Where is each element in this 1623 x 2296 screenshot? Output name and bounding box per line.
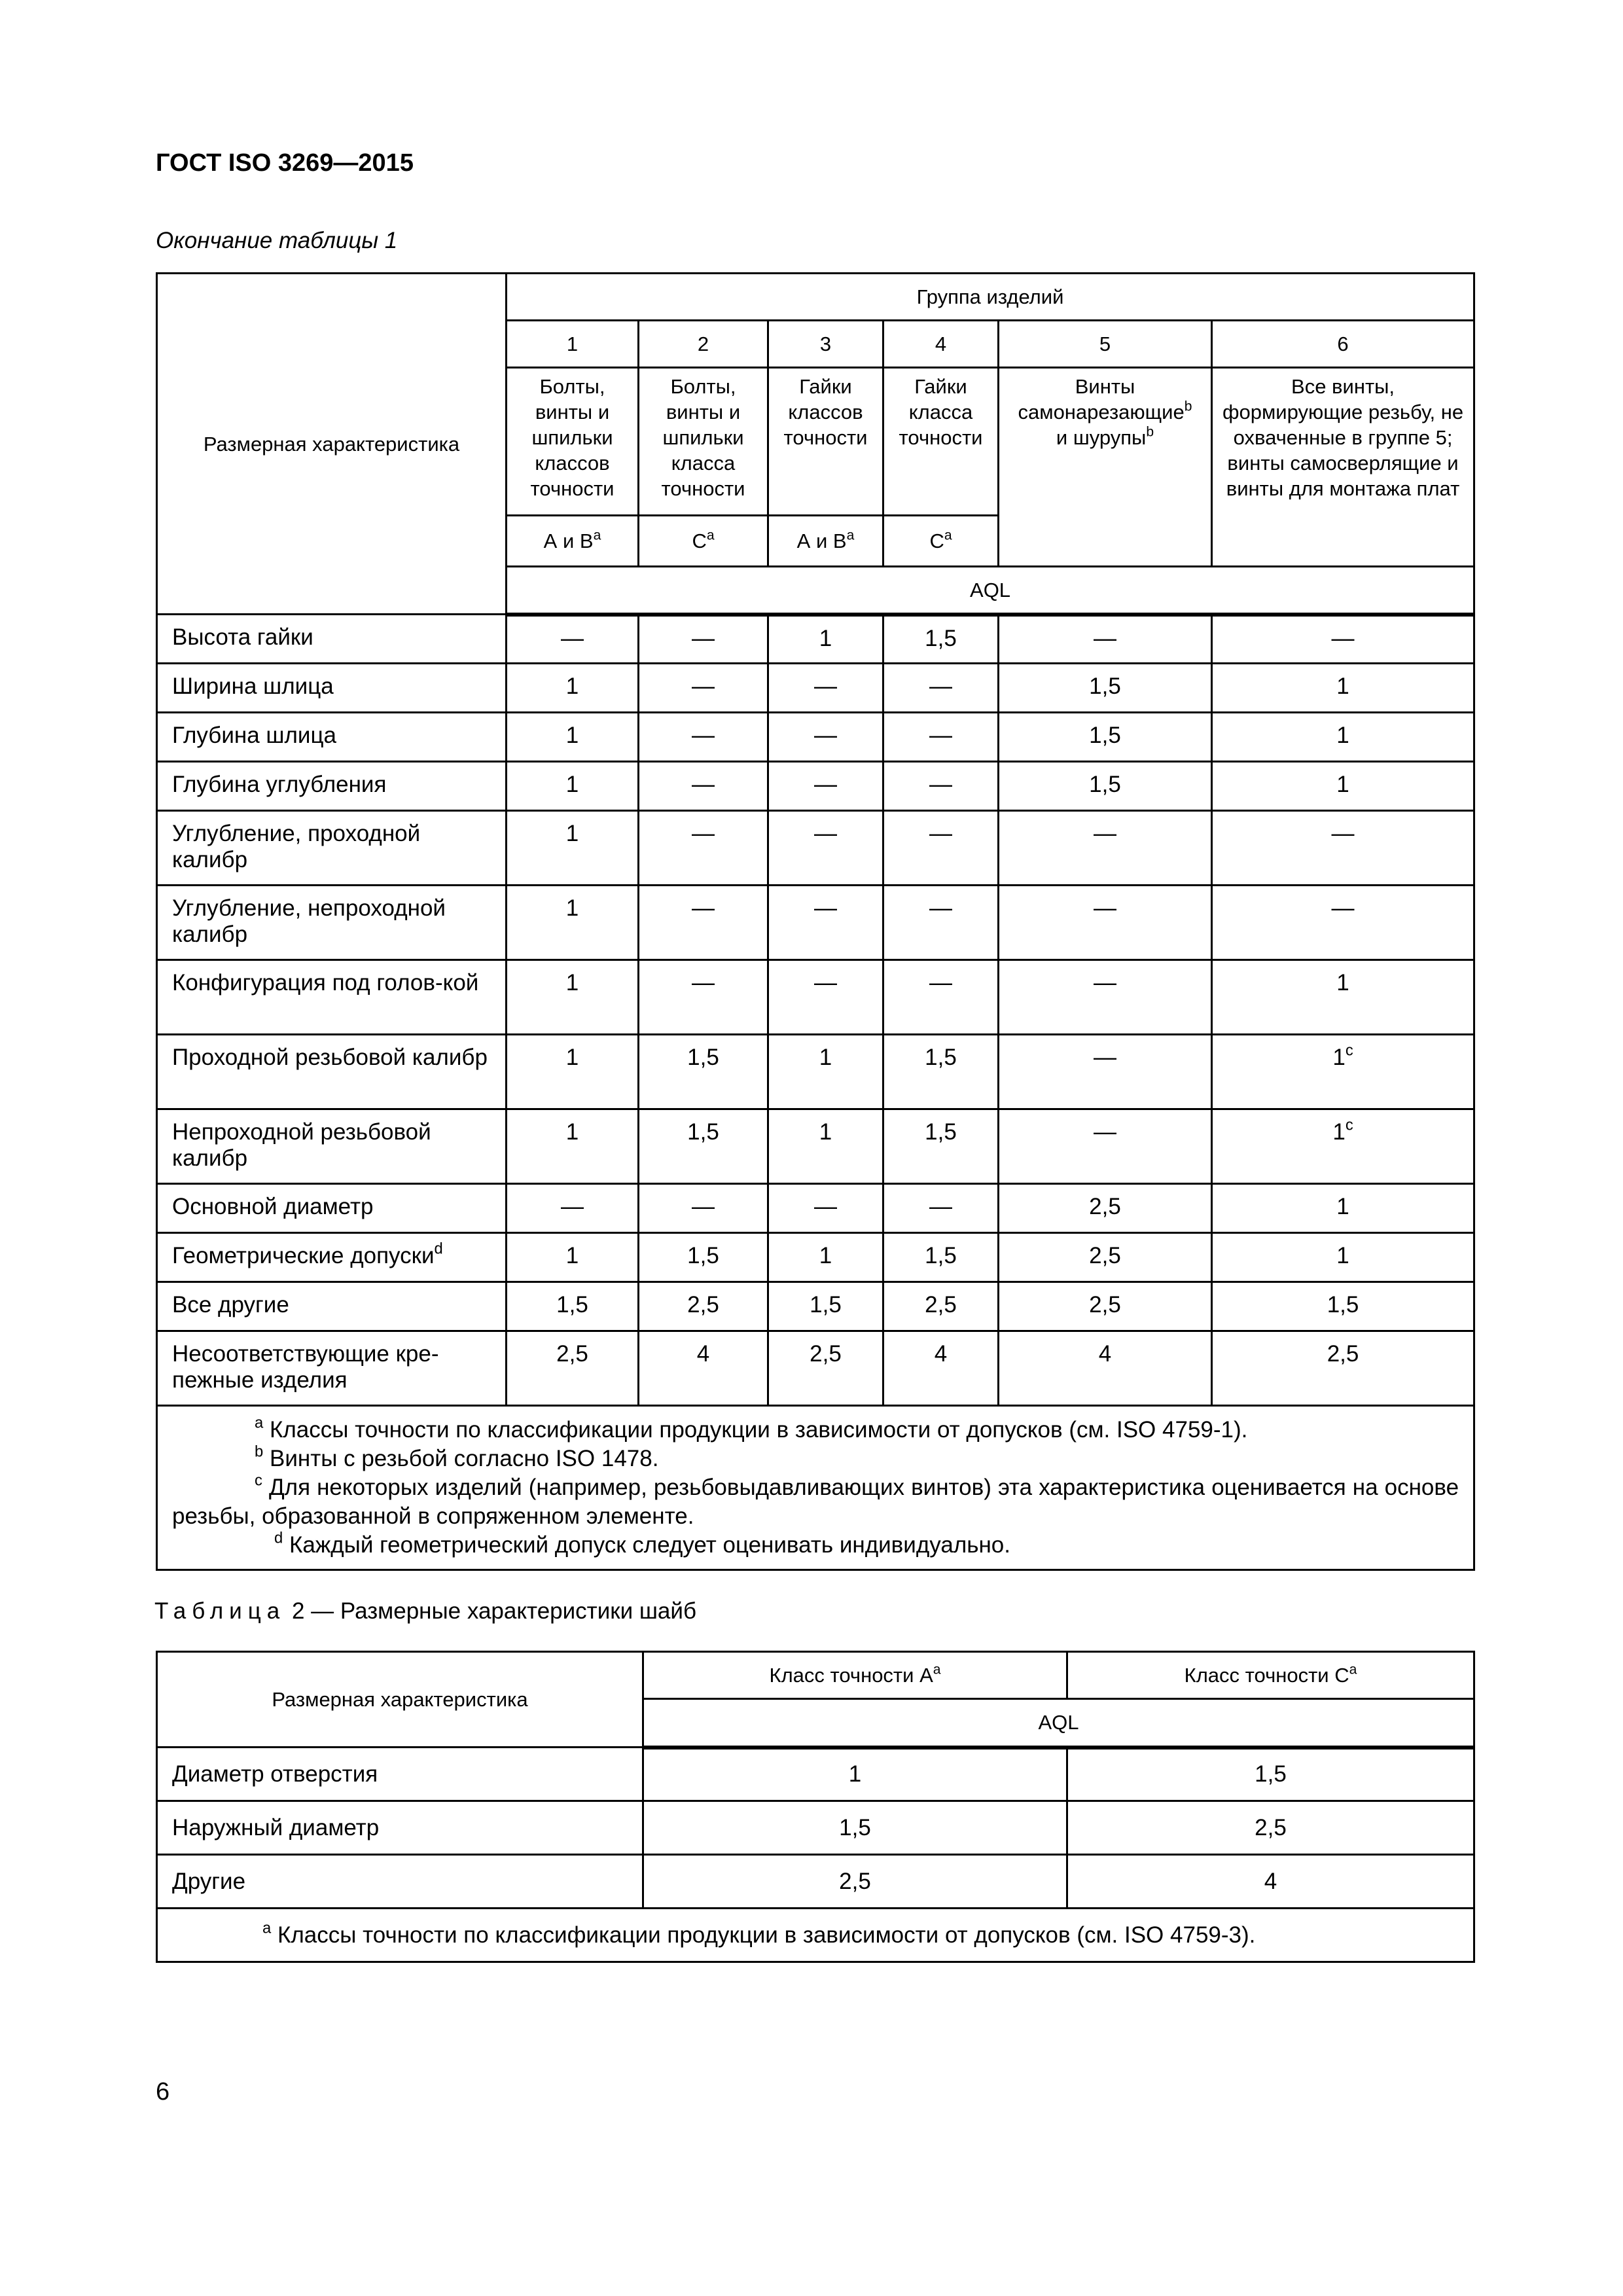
footnote-a	[172, 1921, 1459, 1950]
table-row	[157, 762, 1474, 811]
group-number: 6	[1212, 321, 1474, 368]
cell	[1212, 1035, 1474, 1109]
cell: —	[507, 1184, 639, 1233]
cell: —	[639, 886, 768, 960]
cell: 1	[643, 1748, 1067, 1801]
cell: —	[768, 762, 883, 811]
cell: 1	[768, 1109, 883, 1184]
cell: —	[768, 811, 883, 886]
class-label: А и В	[796, 529, 847, 552]
table-row	[157, 1748, 1474, 1801]
cell: 1	[507, 664, 639, 713]
cell: —	[999, 1035, 1212, 1109]
table-2	[156, 1651, 1475, 1963]
cell: 1,5	[507, 1282, 639, 1331]
footnote-mark: c	[255, 1471, 262, 1490]
table-2-footnotes	[157, 1909, 1474, 1962]
cell: 2,5	[643, 1855, 1067, 1909]
footnote-mark: a	[846, 528, 855, 543]
cell: —	[1212, 886, 1474, 960]
class-cell	[768, 516, 883, 567]
group-number: 5	[999, 321, 1212, 368]
cell: 1	[1212, 713, 1474, 762]
cell: 1	[768, 615, 883, 664]
group-description: Все винты, формирующие резьбу, не охваченные в группе 5; винты самосверлящие и винты для монтажа плат	[1212, 368, 1474, 567]
cell: —	[768, 960, 883, 1035]
col-label: Класс точности А	[769, 1664, 933, 1687]
footnote-mark: c	[1345, 1041, 1353, 1060]
cell: 2,5	[507, 1331, 639, 1406]
cell: 1	[768, 1233, 883, 1282]
cell: 4	[883, 1331, 999, 1406]
table-row	[157, 886, 1474, 960]
cell-value: 1	[1332, 1119, 1346, 1145]
table-row	[157, 615, 1474, 664]
group-number: 3	[768, 321, 883, 368]
footnote-c	[172, 1473, 1459, 1531]
cell: —	[768, 886, 883, 960]
footnote-mark: c	[1345, 1116, 1353, 1134]
cell: 1,5	[999, 664, 1212, 713]
corner-label: Размерная характеристика	[203, 432, 460, 456]
cell: 1	[507, 1035, 639, 1109]
row-label: Несоответствующие кре-пежные изделия	[157, 1331, 507, 1406]
cell: 1	[507, 960, 639, 1035]
row-label: Диаметр отверстия	[157, 1748, 643, 1801]
row-label: Глубина шлица	[157, 713, 507, 762]
table-2-col-a	[643, 1652, 1067, 1699]
table-row	[157, 1331, 1474, 1406]
cell: 1	[1212, 664, 1474, 713]
document-title: ГОСТ ISO 3269—2015	[156, 149, 414, 177]
cell: —	[1212, 615, 1474, 664]
table-row	[157, 664, 1474, 713]
aql-header: AQL	[507, 567, 1474, 615]
row-label	[157, 1233, 507, 1282]
cell: 2,5	[883, 1282, 999, 1331]
table-2-caption-text: 2 — Размерные характеристики шайб	[291, 1598, 696, 1624]
table-row	[157, 1282, 1474, 1331]
class-cell	[507, 516, 639, 567]
table-1-continuation-caption: Окончание таблицы 1	[156, 228, 398, 253]
footnote-mark: a	[944, 528, 952, 543]
table-1	[156, 272, 1475, 1571]
footnote-text: Классы точности по классификации продукции в зависимости от допусков (см. ISO 4759-3).	[277, 1922, 1256, 1948]
cell: —	[639, 960, 768, 1035]
cell: 2,5	[639, 1282, 768, 1331]
table-row	[157, 1184, 1474, 1233]
row-label-text: Геометрические допуски	[172, 1243, 435, 1268]
cell-value: 1	[1332, 1045, 1346, 1070]
cell: 1,5	[1212, 1282, 1474, 1331]
footnote-mark: a	[933, 1662, 941, 1677]
cell: —	[999, 886, 1212, 960]
class-label: С	[929, 529, 944, 552]
footnote-text: Классы точности по классификации продукции в зависимости от допусков (см. ISO 4759-1).	[269, 1417, 1248, 1443]
table-2-caption	[154, 1598, 696, 1624]
group-5-text-line2: и шурупы	[1056, 426, 1147, 449]
group-header: Группа изделий	[507, 274, 1474, 321]
cell: 2,5	[1067, 1801, 1474, 1855]
row-label: Высота гайки	[157, 615, 507, 664]
cell: —	[639, 811, 768, 886]
cell: —	[883, 713, 999, 762]
group-description: Гайки класса точности	[883, 368, 999, 516]
group-number: 1	[507, 321, 639, 368]
table-2-caption-prefix: Таблица	[154, 1598, 286, 1624]
footnote-a	[172, 1416, 1459, 1444]
cell: 1	[507, 1109, 639, 1184]
cell: —	[639, 615, 768, 664]
col-label: Класс точности С	[1184, 1664, 1349, 1687]
cell: —	[999, 960, 1212, 1035]
class-cell	[883, 516, 999, 567]
page-number: 6	[156, 2078, 170, 2106]
row-label: Непроходной резьбовой калибр	[157, 1109, 507, 1184]
class-label: С	[692, 529, 707, 552]
footnote-mark: d	[434, 1240, 443, 1258]
cell: 1	[507, 886, 639, 960]
row-label: Углубление, непроходной калибр	[157, 886, 507, 960]
row-label: Ширина шлица	[157, 664, 507, 713]
cell: 1,5	[883, 1109, 999, 1184]
cell: 1,5	[1067, 1748, 1474, 1801]
cell: 1,5	[639, 1233, 768, 1282]
table-row	[157, 960, 1474, 1035]
row-label: Проходной резьбовой калибр	[157, 1035, 507, 1109]
cell: —	[1212, 811, 1474, 886]
footnote-mark: a	[706, 528, 715, 543]
table-1-corner-header	[157, 274, 507, 615]
cell: 4	[1067, 1855, 1474, 1909]
table-1-footnotes	[157, 1406, 1474, 1570]
cell: 4	[639, 1331, 768, 1406]
row-label: Наружный диаметр	[157, 1801, 643, 1855]
cell: 1	[1212, 762, 1474, 811]
cell: 1	[507, 713, 639, 762]
footnote-text: Каждый геометрический допуск следует оценивать индивидуально.	[289, 1532, 1010, 1558]
table-row	[157, 1855, 1474, 1909]
cell: 1	[768, 1035, 883, 1109]
cell: —	[883, 886, 999, 960]
cell: 1,5	[883, 1233, 999, 1282]
group-description: Болты, винты и шпильки классов точности	[507, 368, 639, 516]
cell: —	[883, 762, 999, 811]
cell: 1,5	[643, 1801, 1067, 1855]
footnote-text: Для некоторых изделий (например, резьбовыдавливающих винтов) эта характеристика оценивается на основе резьбы, образованной в сопряженном элементе.	[172, 1475, 1459, 1529]
cell: —	[999, 615, 1212, 664]
cell: 1	[1212, 1184, 1474, 1233]
cell	[1212, 1109, 1474, 1184]
row-label: Глубина углубления	[157, 762, 507, 811]
cell: —	[639, 713, 768, 762]
cell: —	[883, 960, 999, 1035]
footnote-mark: b	[1184, 399, 1192, 414]
class-label: А и В	[543, 529, 594, 552]
cell: 1	[507, 762, 639, 811]
cell: 1,5	[999, 762, 1212, 811]
row-label: Все другие	[157, 1282, 507, 1331]
row-label: Углубление, проходной калибр	[157, 811, 507, 886]
table-row	[157, 811, 1474, 886]
group-description	[999, 368, 1212, 567]
footnote-d	[172, 1531, 1459, 1560]
group-number: 4	[883, 321, 999, 368]
cell: 1	[1212, 960, 1474, 1035]
footnote-mark: b	[255, 1443, 264, 1461]
cell: 2,5	[999, 1184, 1212, 1233]
cell: 1,5	[883, 1035, 999, 1109]
cell: 2,5	[1212, 1331, 1474, 1406]
group-description: Гайки классов точности	[768, 368, 883, 516]
table-2-corner-header: Размерная характеристика	[157, 1652, 643, 1748]
cell: 1	[1212, 1233, 1474, 1282]
group-description: Болты, винты и шпильки класса точности	[639, 368, 768, 516]
cell: 1	[507, 811, 639, 886]
cell: —	[768, 1184, 883, 1233]
cell: 1,5	[883, 615, 999, 664]
footnote-mark: a	[593, 528, 601, 543]
cell: —	[768, 713, 883, 762]
cell: 2,5	[999, 1282, 1212, 1331]
footnote-mark: a	[255, 1414, 264, 1432]
table-row	[157, 1035, 1474, 1109]
group-number: 2	[639, 321, 768, 368]
cell: —	[999, 811, 1212, 886]
footnote-text: Винты с резьбой согласно ISO 1478.	[269, 1446, 659, 1471]
cell: —	[883, 1184, 999, 1233]
cell: —	[883, 664, 999, 713]
class-cell	[639, 516, 768, 567]
cell: 4	[999, 1331, 1212, 1406]
footnote-mark: a	[262, 1919, 272, 1937]
footnote-mark: a	[1349, 1662, 1357, 1677]
cell: —	[768, 664, 883, 713]
cell: 2,5	[768, 1331, 883, 1406]
row-label: Основной диаметр	[157, 1184, 507, 1233]
cell: —	[639, 1184, 768, 1233]
cell: —	[639, 664, 768, 713]
cell: 1,5	[999, 713, 1212, 762]
table-2-col-c	[1067, 1652, 1474, 1699]
row-label: Конфигурация под голов-кой	[157, 960, 507, 1035]
cell: —	[639, 762, 768, 811]
cell: —	[999, 1109, 1212, 1184]
cell: —	[507, 615, 639, 664]
row-label: Другие	[157, 1855, 643, 1909]
cell: 1,5	[768, 1282, 883, 1331]
table-row	[157, 713, 1474, 762]
table-row	[157, 1233, 1474, 1282]
cell: —	[883, 811, 999, 886]
cell: 1	[507, 1233, 639, 1282]
cell: 1,5	[639, 1109, 768, 1184]
footnote-mark: d	[274, 1529, 283, 1547]
cell: 1,5	[639, 1035, 768, 1109]
table-row	[157, 1109, 1474, 1184]
table-row	[157, 1801, 1474, 1855]
footnote-b	[172, 1444, 1459, 1473]
group-5-text: Винты самонарезающие	[1018, 375, 1185, 423]
table-2-aql-header: AQL	[643, 1699, 1474, 1748]
footnote-mark: b	[1146, 424, 1154, 440]
cell: 2,5	[999, 1233, 1212, 1282]
